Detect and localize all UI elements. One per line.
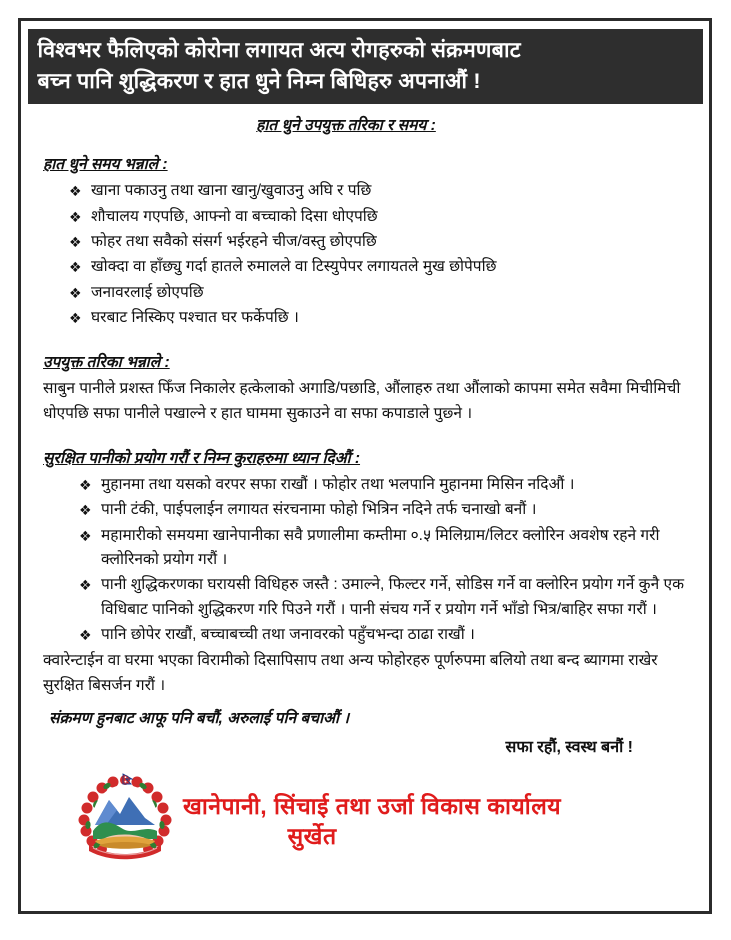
list-item-text: घरबाट निस्किए पश्चात घर फर्केपछि । <box>91 309 299 327</box>
poster-frame <box>18 18 712 914</box>
list-item-text: मुहानमा तथा यसको वरपर सफा राखौं । फोहोर तथा भलपानि मुहानमा मिसिन नदिऔं । <box>101 475 575 493</box>
diamond-bullet-icon: ❖ <box>69 259 82 276</box>
diamond-bullet-icon: ❖ <box>79 527 92 544</box>
list-item-text: खोक्दा वा हाँछ्यु गर्दा हातले रुमालले वा टिस्युपेपर लगायतले मुख छोपेपछि <box>91 258 497 276</box>
section-handwash-times-list <box>43 179 689 331</box>
banner-line-1: विश्वभर फैलिएको कोरोना लगायत अत्य रोगहरुको संक्रमणबाट <box>37 38 521 62</box>
list-item <box>69 230 689 254</box>
banner-line-2: बच्न पानि शुद्धिकरण र हात धुने निम्न बिधिहरु अपनाऔं ! <box>37 68 481 93</box>
list-item <box>69 281 689 305</box>
list-item <box>79 573 689 622</box>
section-safe-water-heading: सुरक्षित पानीको प्रयोग गरौं र निम्न कुराहरुमा ध्यान दिऔं : <box>43 449 361 467</box>
diamond-bullet-icon: ❖ <box>69 284 82 301</box>
list-item <box>69 255 689 279</box>
list-item-text: पानि छोपेर राखौं, बच्चाबच्ची तथा जनावरको पहुँचभन्दा ठाढा राखौं । <box>101 626 475 644</box>
diamond-bullet-icon: ❖ <box>69 310 82 327</box>
header-banner <box>28 29 703 104</box>
list-item <box>79 498 689 522</box>
nepal-government-emblem-icon <box>73 773 177 873</box>
list-item <box>79 623 689 647</box>
section-handwash-method-heading-wrap <box>43 341 689 375</box>
footer-office-line-2: सुर्खेत <box>287 822 337 849</box>
list-item-text: पानी टंकी, पाईपलाईन लगायत संरचनामा फोहो भित्रिन नदिने तर्फ चनाखो बनौं । <box>101 501 537 519</box>
list-item-text: खाना पकाउनु तथा खाना खानु/खुवाउनु अघि र पछि <box>91 182 372 200</box>
list-item <box>69 205 689 229</box>
list-item-text: महामारीको समयमा खानेपानीका सवै प्रणालीमा कम्तीमा ०.५ मिलिग्राम/लिटर क्लोरिन अवशेष रहने गरी क्लोरिनको प्रयोग गरौं । <box>101 526 660 568</box>
diamond-bullet-icon: ❖ <box>69 234 82 250</box>
diamond-bullet-icon: ❖ <box>79 577 92 594</box>
diamond-bullet-icon: ❖ <box>69 208 82 225</box>
section-safe-water-list <box>43 473 689 648</box>
diamond-bullet-icon: ❖ <box>69 183 82 200</box>
poster-inner <box>21 21 709 911</box>
poster-footer <box>43 773 689 873</box>
footer-office-name <box>177 773 561 852</box>
closing-slogan-right: सफा रहौं, स्वस्थ बनौं ! <box>505 738 633 756</box>
footer-office-line-1: खानेपानी, सिंचाई तथा उर्जा विकास कार्यालय <box>183 792 562 819</box>
section-handwash-times-heading-wrap <box>43 143 689 177</box>
diamond-bullet-icon: ❖ <box>79 502 92 519</box>
list-item <box>69 179 689 203</box>
list-item <box>79 524 689 573</box>
closing-slogan-italic: संक्रमण हुनबाट आफू पनि बचौं, अरुलाई पनि बचाऔं । <box>49 709 350 727</box>
list-item-text: फोहर तथा सवैको संसर्ग भईरहने चीज/वस्तु छोएपछि <box>91 233 377 250</box>
list-item <box>69 306 689 330</box>
poster-subtitle: हात धुने उपयुक्त तरिका र समय : <box>256 117 436 135</box>
list-item-text: शौचालय गएपछि, आफ्नो वा बच्चाको दिसा धोएपछि <box>91 207 378 225</box>
section-handwash-times-heading: हात धुने समय भन्नाले : <box>43 156 168 174</box>
poster-content <box>27 113 703 872</box>
section-handwash-method-paragraph: साबुन पानीले प्रशस्त फिँज निकालेर हत्केलाको अगाडि/पछाडि, औंलाहरु तथा औंलाको कापमा समेत सवैमा मिचीमिची धोएपछि सफा पानीले पखाल्ने र हात घाममा सुकाउने वा सफा कपाडाले पुछ्ने । <box>43 379 681 422</box>
section-handwash-method-heading: उपयुक्त तरिका भन्नाले : <box>43 353 170 371</box>
list-item-text: जनावरलाई छोएपछि <box>91 283 204 301</box>
diamond-bullet-icon: ❖ <box>79 476 92 493</box>
list-item-text: पानी शुद्धिकरणका घरायसी विधिहरु जस्तै : उमाल्ने, फिल्टर गर्ने, सोडिस गर्ने वा क्लोरिन प्रयोग गर्ने कुनै एक विधिबाट पानिको शुद्धिकरण गरि पिउने गरौं । पानी संचय गर्ने र प्रयोग गर्ने भाँडो भित्र/बाहिर सफा गरौं । <box>101 576 684 618</box>
diamond-bullet-icon: ❖ <box>79 627 92 644</box>
closing-paragraph: क्वारेन्टाईन वा घरमा भएका विरामीको दिसापिसाप तथा अन्य फोहोरहरु पूर्णरुपमा बलियो तथा बन्द ब्यागमा राखेर सुरक्षित बिसर्जन गरौं । <box>43 651 658 694</box>
section-safe-water-heading-wrap <box>43 437 689 471</box>
list-item <box>79 473 689 497</box>
